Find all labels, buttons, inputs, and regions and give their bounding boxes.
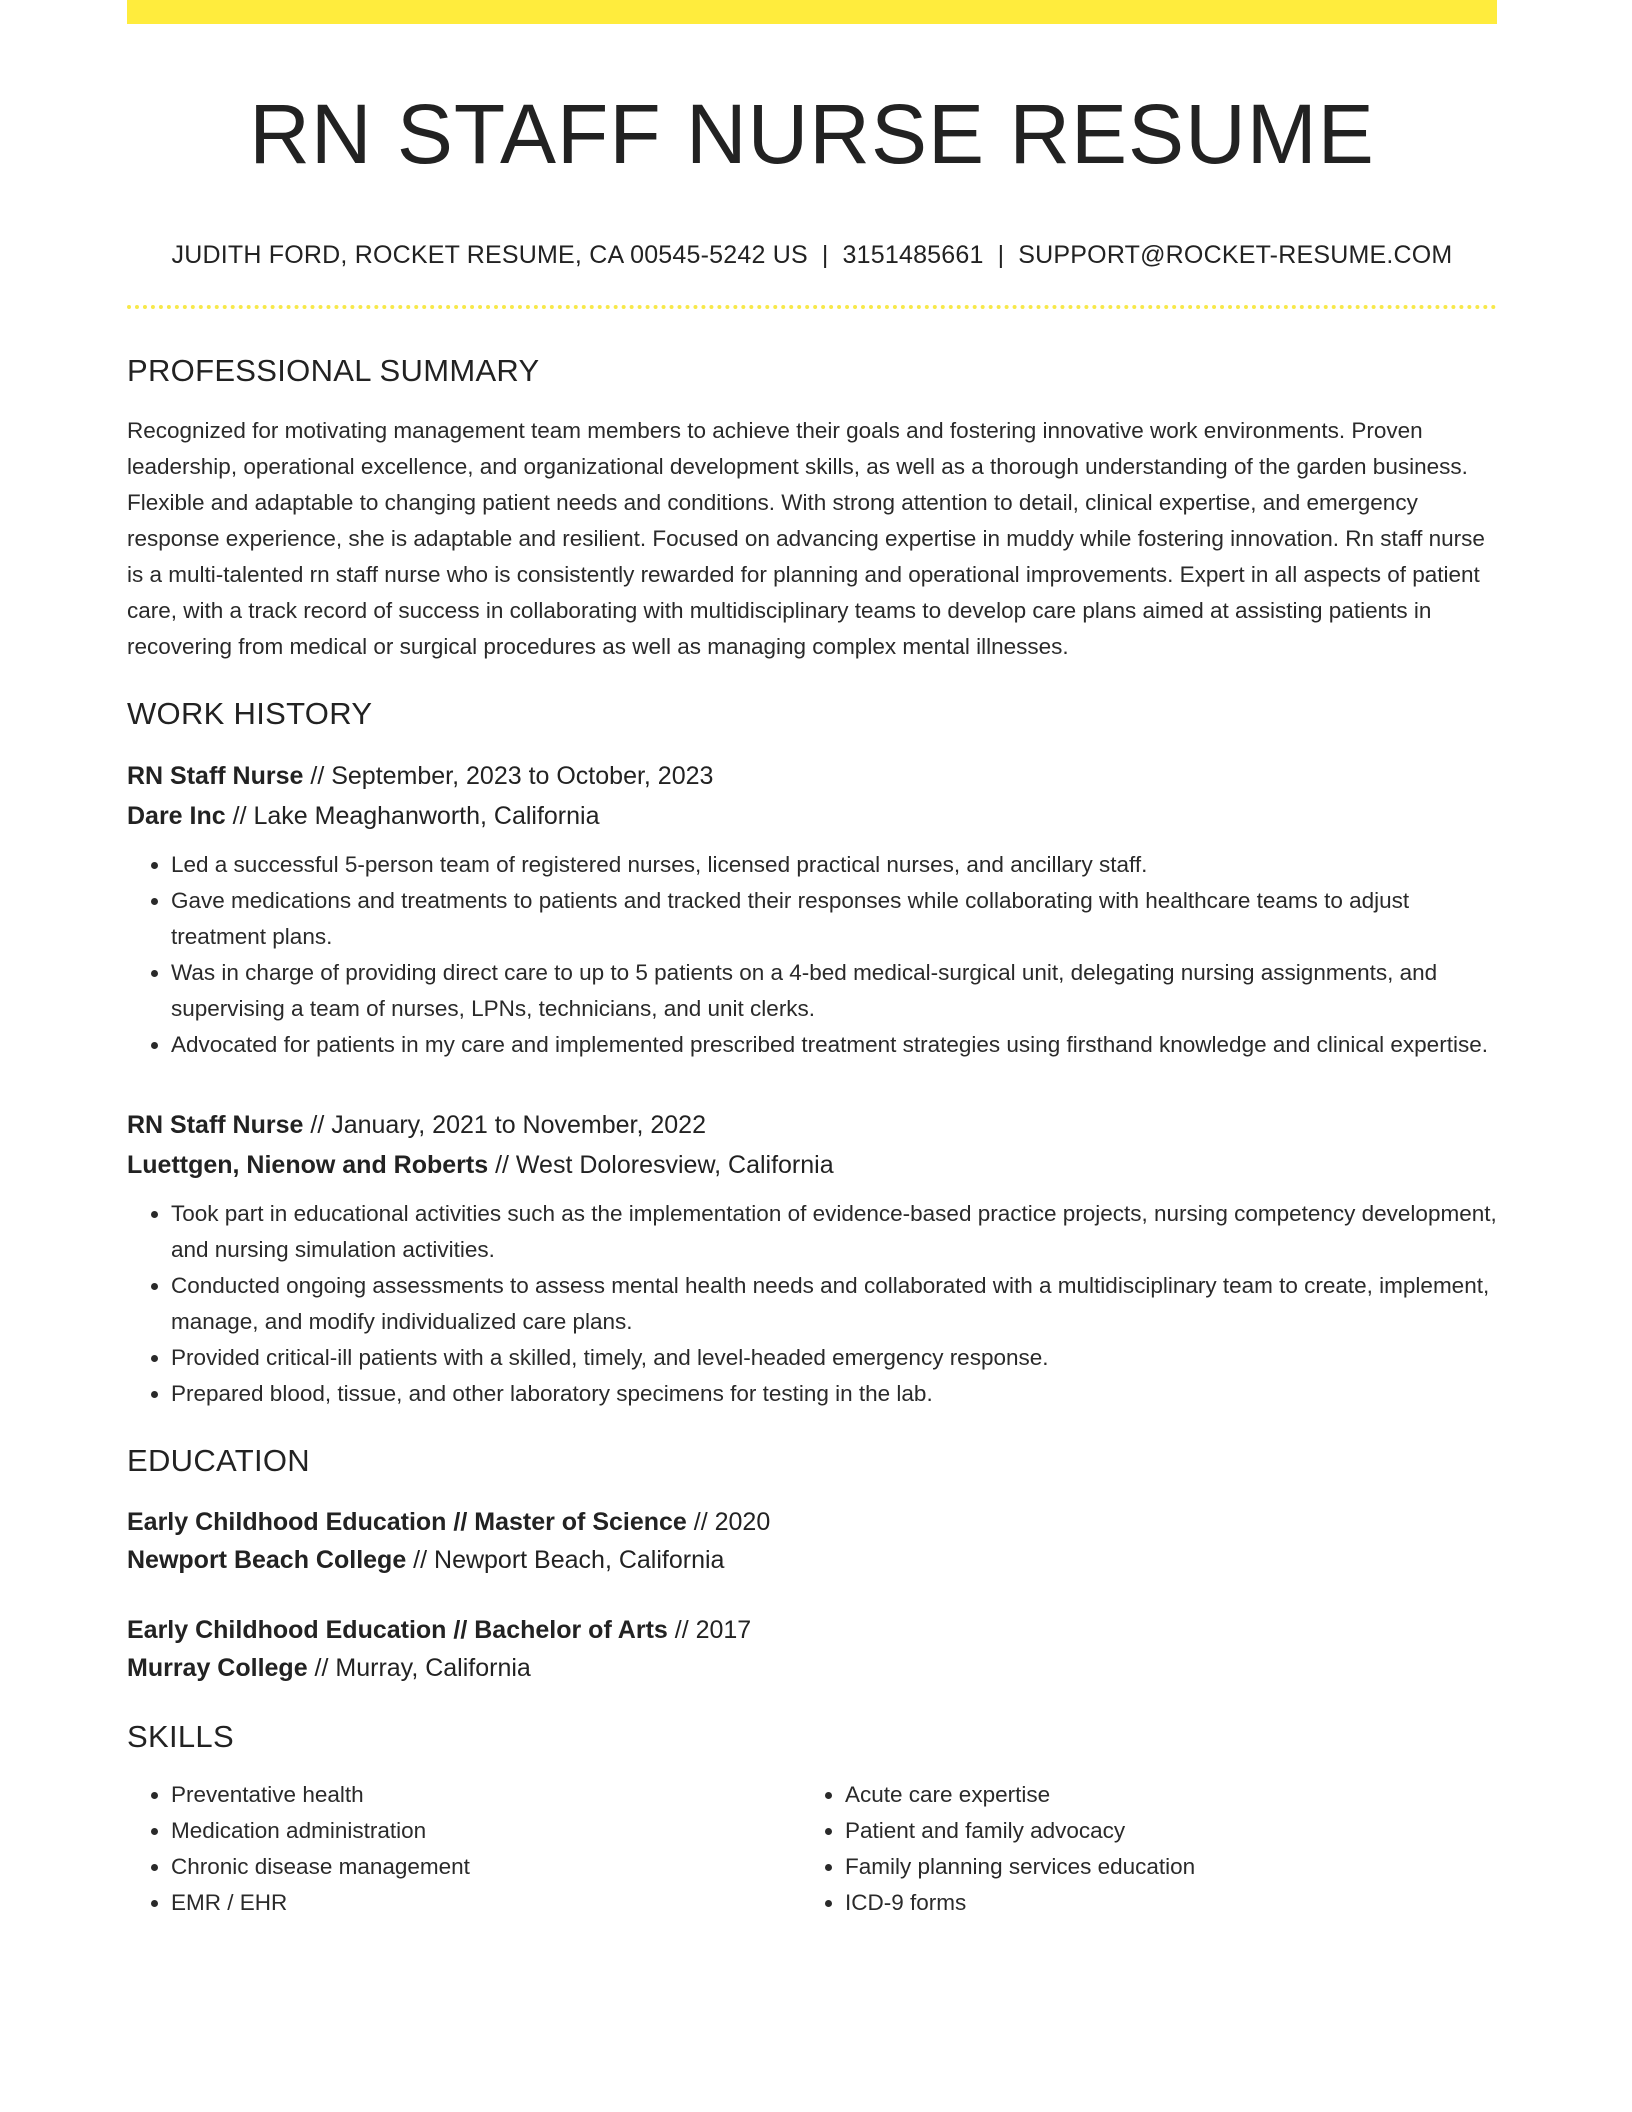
job-company-line <box>127 796 1497 836</box>
job-location: // Lake Meaghanworth, California <box>225 802 600 830</box>
education-entry <box>127 1503 1497 1579</box>
education-school: Murray College <box>127 1654 308 1682</box>
education-location: // Murray, California <box>307 1654 531 1682</box>
education-degree-line <box>127 1611 1497 1649</box>
education-location: // Newport Beach, California <box>406 1546 725 1574</box>
contact-separator: | <box>997 241 1005 269</box>
job-company: Luettgen, Nienow and Roberts <box>127 1151 489 1179</box>
job-title-line <box>127 1105 1497 1145</box>
job-bullets <box>127 847 1497 1063</box>
job-dates: // September, 2023 to October, 2023 <box>303 762 714 790</box>
job-bullet: • Took part in educational activities such as the implementation of evidence-based practice projects, nursing competency development, and nursing simulation activities. <box>171 1196 1497 1268</box>
education-heading: EDUCATION <box>127 1443 310 1478</box>
education-school-line <box>127 1649 1497 1687</box>
skills-right-list <box>801 1777 1475 1921</box>
summary-heading: PROFESSIONAL SUMMARY <box>127 353 540 388</box>
job-entry <box>127 1105 1497 1412</box>
skill-item: • Patient and family advocacy <box>845 1813 1475 1849</box>
job-entry <box>127 756 1497 1063</box>
job-bullet: • Was in charge of providing direct care to up to 5 patients on a 4-bed medical-surgical unit, delegating nursing assignments, and supervising a team of nurses, LPNs, technicians, and unit clerks. <box>171 955 1497 1027</box>
contact-line <box>127 240 1497 270</box>
job-bullet: • Prepared blood, tissue, and other laboratory specimens for testing in the lab. <box>171 1376 1497 1412</box>
education-degree: Early Childhood Education // Master of Science <box>127 1508 687 1536</box>
job-dates: // January, 2021 to November, 2022 <box>303 1111 706 1139</box>
job-bullet: • Gave medications and treatments to patients and tracked their responses while collaborating with healthcare teams to adjust treatment plans. <box>171 883 1497 955</box>
job-title: RN Staff Nurse <box>127 762 304 790</box>
skill-item: • ICD-9 forms <box>845 1885 1475 1921</box>
accent-top-bar <box>127 0 1497 24</box>
skills-heading: SKILLS <box>127 1719 234 1754</box>
education-school-line <box>127 1541 1497 1579</box>
work-history-heading: WORK HISTORY <box>127 696 373 731</box>
contact-email: SUPPORT@ROCKET-RESUME.COM <box>1018 241 1453 269</box>
skill-item: • Family planning services education <box>845 1849 1475 1885</box>
education-year: // 2020 <box>686 1508 771 1536</box>
job-bullets <box>127 1196 1497 1412</box>
skill-item: • Acute care expertise <box>845 1777 1475 1813</box>
contact-phone: 3151485661 <box>842 241 984 269</box>
education-entry <box>127 1611 1497 1687</box>
education-school: Newport Beach College <box>127 1546 407 1574</box>
job-title: RN Staff Nurse <box>127 1111 304 1139</box>
skills-columns <box>127 1777 1497 1921</box>
job-bullet: • Conducted ongoing assessments to assess mental health needs and collaborated with a multidisciplinary team to create, implement, manage, and modify individualized care plans. <box>171 1268 1497 1340</box>
contact-address: JUDITH FORD, ROCKET RESUME, CA 00545-5242 US <box>171 241 808 269</box>
skill-item: • Preventative health <box>171 1777 801 1813</box>
skill-item: • Chronic disease management <box>171 1849 801 1885</box>
job-location: // West Doloresview, California <box>488 1151 834 1179</box>
job-bullet: • Advocated for patients in my care and implemented prescribed treatment strategies using firsthand knowledge and clinical expertise. <box>171 1027 1497 1063</box>
job-company: Dare Inc <box>127 802 226 830</box>
job-bullet: • Provided critical-ill patients with a skilled, timely, and level-headed emergency response. <box>171 1340 1497 1376</box>
skills-left-list <box>127 1777 801 1921</box>
education-degree: Early Childhood Education // Bachelor of Arts <box>127 1616 668 1644</box>
education-degree-line <box>127 1503 1497 1541</box>
contact-separator: | <box>821 241 829 269</box>
summary-text: Recognized for motivating management team members to achieve their goals and fostering innovative work environments. Proven leadership, operational excellence, and organizational development skills, as well as a thorough understanding of the garden business. Flexible and adaptable to changing patient needs and conditions. With strong attention to detail, clinical expertise, and emergency response experience, she is adaptable and resilient. Focused on advancing expertise in muddy while fostering innovation. Rn staff nurse is a multi-talented rn staff nurse who is consistently rewarded for planning and operational improvements. Expert in all aspects of patient care, with a track record of success in collaborating with multidisciplinary teams to develop care plans aimed at assisting patients in recovering from medical or surgical procedures as well as managing complex mental illnesses. <box>127 418 1485 659</box>
skill-item: • Medication administration <box>171 1813 801 1849</box>
skill-item: • EMR / EHR <box>171 1885 801 1921</box>
header-divider <box>127 305 1497 309</box>
resume-page <box>127 0 1497 1921</box>
job-bullet: • Led a successful 5-person team of registered nurses, licensed practical nurses, and ancillary staff. <box>171 847 1497 883</box>
education-year: // 2017 <box>667 1616 752 1644</box>
job-company-line <box>127 1145 1497 1185</box>
job-title-line <box>127 756 1497 796</box>
page-title: RN STAFF NURSE RESUME <box>249 87 1375 181</box>
